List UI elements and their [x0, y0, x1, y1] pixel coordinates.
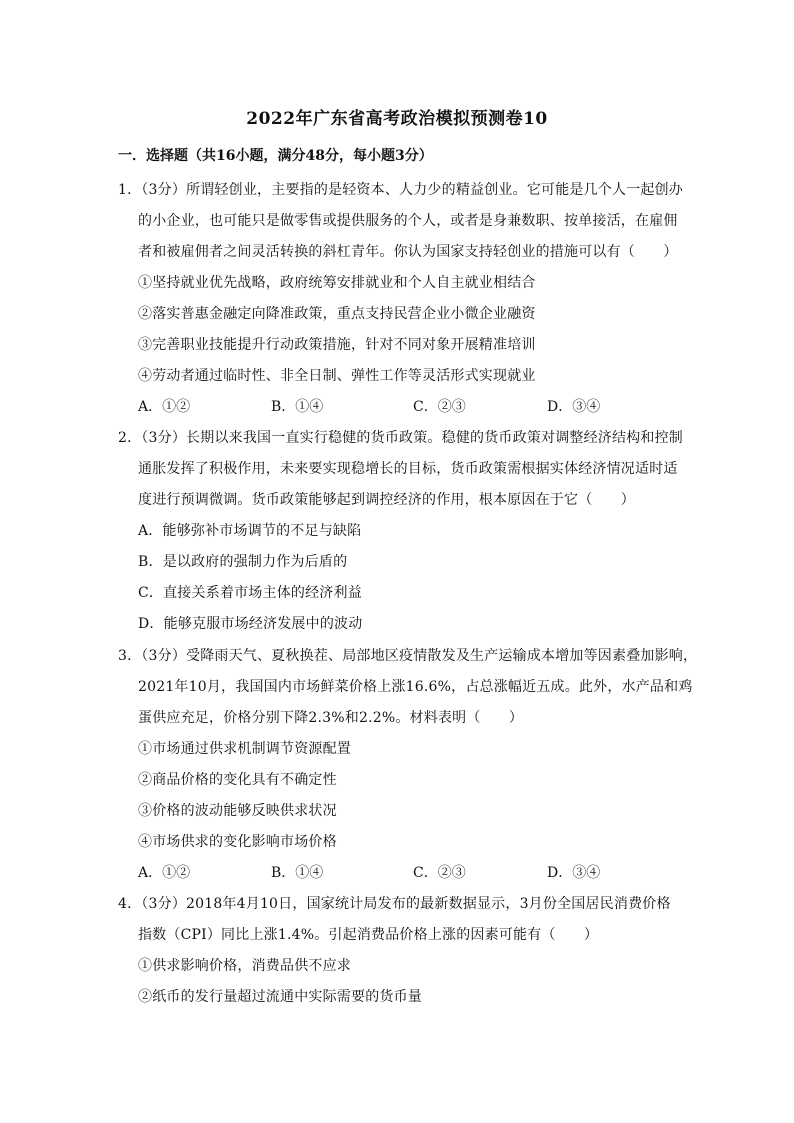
- question-text-line: 者和被雇佣者之间灵活转换的斜杠青年。你认为国家支持轻创业的措施可以有（ ）: [138, 244, 678, 260]
- answer-choice-d[interactable]: D．③④: [547, 865, 601, 881]
- question-text-line: 指数（CPI）同比上涨1.4%。引起消费品价格上涨的因素可能有（ ）: [138, 927, 599, 943]
- statement-item: ③完善职业技能提升行动政策措施，针对不同对象开展精准培训: [138, 337, 536, 353]
- question-text-line: 通胀发挥了积极作用，未来要实现稳增长的目标，货币政策需根据实体经济情况适时适: [138, 461, 678, 477]
- section-heading: 一．选择题（共16小题，满分48分，每小题3分）: [118, 148, 433, 164]
- answer-choice-c[interactable]: C．②③: [413, 399, 466, 415]
- question-text-line: 2．（3分）长期以来我国一直实行稳健的货币政策。稳健的货币政策对调整经济结构和控制: [118, 430, 684, 446]
- statement-item: ②商品价格的变化具有不确定性: [138, 772, 337, 788]
- answer-choice-d[interactable]: D．能够克服市场经济发展中的波动: [138, 616, 363, 632]
- answer-choice-b[interactable]: B．①④: [271, 865, 324, 881]
- answer-choice-a[interactable]: A．能够弥补市场调节的不足与缺陷: [138, 523, 362, 539]
- answer-choice-c[interactable]: C．直接关系着市场主体的经济利益: [138, 585, 362, 601]
- statement-item: ①坚持就业优先战略，政府统筹安排就业和个人自主就业相结合: [138, 275, 536, 291]
- statement-item: ①市场通过供求机制调节资源配置: [138, 741, 351, 757]
- answer-choice-a[interactable]: A．①②: [138, 865, 191, 881]
- answer-choice-b[interactable]: B．①④: [271, 399, 324, 415]
- question-text-line: 3．（3分）受降雨天气、夏秋换茬、局部地区疫情散发及生产运输成本增加等因素叠加影响，: [118, 648, 698, 664]
- question-text-line: 蛋供应充足，价格分别下降2.3%和2.2%。材料表明（ ）: [138, 710, 524, 726]
- statement-item: ③价格的波动能够反映供求状况: [138, 803, 337, 819]
- question-text-line: 2021年10月，我国国内市场鲜菜价格上涨16.6%，占总涨幅近五成。此外，水产品和鸡: [138, 679, 693, 695]
- question-text-line: 4．（3分）2018年4月10日，国家统计局发布的最新数据显示，3月份全国居民消费价格: [118, 896, 671, 912]
- question-text-line: 的小企业，也可能只是做零售或提供服务的个人，或者是身兼数职、按单接活，在雇佣: [138, 213, 678, 229]
- answer-choice-b[interactable]: B．是以政府的强制力作为后盾的: [138, 554, 348, 570]
- answer-choice-a[interactable]: A．①②: [138, 399, 191, 415]
- statement-item: ②落实普惠金融定向降准政策，重点支持民营企业小微企业融资: [138, 306, 536, 322]
- answer-choice-d[interactable]: D．③④: [547, 399, 601, 415]
- question-text-line: 度进行预调微调。货币政策能够起到调控经济的作用，根本原因在于它（ ）: [138, 492, 635, 508]
- answer-choice-c[interactable]: C．②③: [413, 865, 466, 881]
- statement-item: ①供求影响价格，消费品供不应求: [138, 958, 351, 974]
- statement-item: ④劳动者通过临时性、非全日制、弹性工作等灵活形式实现就业: [138, 368, 536, 384]
- statement-item: ④市场供求的变化影响市场价格: [138, 834, 337, 850]
- question-text-line: 1．（3分）所谓轻创业，主要指的是轻资本、人力少的精益创业。它可能是几个人一起创办: [118, 182, 684, 198]
- page-title: 2022年广东省高考政治模拟预测卷10: [246, 109, 548, 129]
- statement-item: ②纸币的发行量超过流通中实际需要的货币量: [138, 989, 422, 1005]
